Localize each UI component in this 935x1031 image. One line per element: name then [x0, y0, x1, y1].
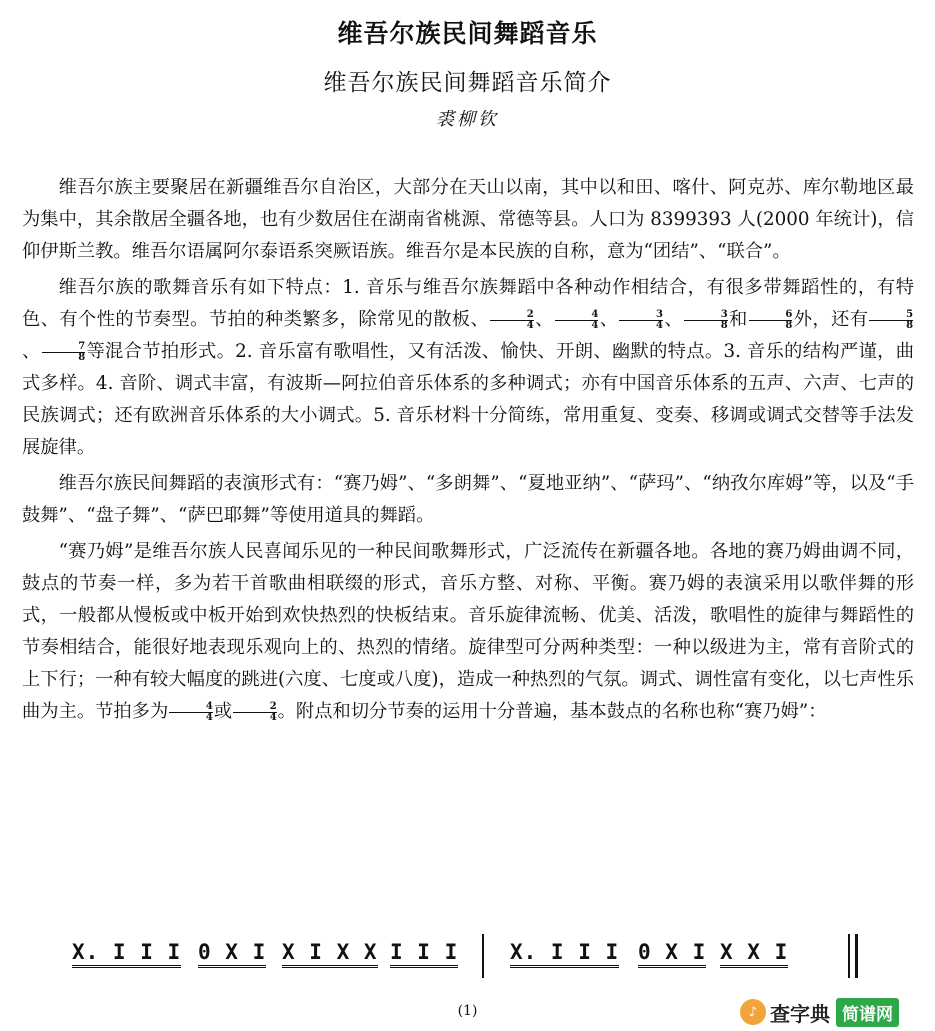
paragraph-features: 维吾尔族的歌舞音乐有如下特点：1. 音乐与维吾尔族舞蹈中各种动作相结合，有很多带舞蹈性的，有特色、有个性的节奏型。节拍的种类繁多，除常见的散板、 $\frac{2}{4}$ 、 $\frac{4}{4}$ 、 $\frac{3}{4}$ 、 $\frac{3}{8}$ 和 $\frac{6}{8}$ 外，还有 $\frac{5}{8}$ 、 $\frac{7}{8}$ 等混合节拍形式。2. 音乐富有歌唱性，又有活泼、愉快、开朗、幽默的特点。3. 音乐的结构严谨，曲式多样。4. 音阶、调式丰富，有波斯—阿拉伯音乐体系的多种调式；亦有中国音乐体系的五声、六声、七声的民族调式；还有欧洲音乐体系的大小调式。5. 音乐材料十分简练，常用重复、变奏、移调或调式交替等手法发展旋律。 — [22, 277, 914, 458]
sainaimu-text-c: 。附点和切分节奏的运用十分普遍，基本鼓点的名称也称“赛乃姆”： — [277, 701, 827, 722]
barline — [482, 934, 484, 978]
features-text-b: 外，还有 — [793, 309, 869, 330]
rhythm-group-5: X. I I I — [510, 940, 619, 968]
watermark-badge: 简谱网 — [836, 998, 899, 1027]
meter-3-8: $\frac{3}{8}$ — [684, 310, 728, 331]
watermark-text: 查字典 — [770, 1001, 830, 1026]
rhythm-group-7: X X I — [720, 940, 788, 968]
paragraph-sainaimu — [22, 536, 914, 728]
sainaimu-text-b: 或 — [213, 701, 233, 722]
features-text-c: 等混合节拍形式。2. 音乐富有歌唱性，又有活泼、愉快、开朗、幽默的特点。3. 音乐的结构严谨，曲式多样。4. 音阶、调式丰富，有波斯—阿拉伯音乐体系的多种调式；亦有中国音乐体系的五声、六声、七声的民族调式；还有欧洲音乐体系的大小调式。5. 音乐材料十分简练，常用重复、变奏、移调或调式交替等手法发展旋律。 — [22, 341, 914, 458]
paragraph-intro: 维吾尔族主要聚居在新疆维吾尔自治区，大部分在天山以南，其中以和田、喀什、阿克苏、库尔勒地区最为集中，其余散居全疆各地，也有少数居住在湖南省桃源、常德等县。人口为 8399393 人(2000 年统计)，信仰伊斯兰教。维吾尔语属阿尔泰语系突厥语族。维吾尔是本民族的自称，意为“团结”、“联合”。 — [22, 177, 914, 262]
page-number: (1) — [457, 1003, 478, 1019]
rhythm-notation — [72, 930, 872, 986]
final-barline-thick — [855, 934, 858, 978]
page-title: 维吾尔族民间舞蹈音乐 — [337, 19, 598, 48]
paragraph-dance-forms: 维吾尔族民间舞蹈的表演形式有：“赛乃姆”、“多朗舞”、“夏地亚纳”、“萨玛”、“纳孜尔库姆”等，以及“手鼓舞”、“盘子舞”、“萨巴耶舞”等使用道具的舞蹈。 — [22, 473, 914, 526]
page-subtitle: 维吾尔族民间舞蹈音乐简介 — [323, 70, 612, 96]
meter-5-8: $\frac{5}{8}$ — [869, 310, 913, 331]
sainaimu-text-a: “赛乃姆”是维吾尔族人民喜闻乐见的一种民间歌舞形式，广泛流传在新疆各地。各地的赛乃姆曲调不同，鼓点的节奏一样，多为若干首歌曲相联缀的形式，音乐方整、对称、平衡。赛乃姆的表演采用以歌伴舞的形式，一般都从慢板或中板开始到欢快热烈的快板结束。音乐旋律流畅、优美、活泼，歌唱性的旋律与舞蹈性的节奏相结合，能很好地表现乐观向上的、热烈的情绪。旋律型可分两种类型：一种以级进为主，常有音阶式的上下行；一种有较大幅度的跳进(六度、七度或八度)，造成一种热烈的气氛。调式、调性富有变化，以七声性乐曲为主。节拍多为 — [22, 541, 914, 722]
meter-3-4: $\frac{3}{4}$ — [619, 310, 663, 331]
rhythm-group-3: X I X X — [282, 940, 378, 968]
meter-2-4-b: $\frac{2}{4}$ — [233, 702, 277, 723]
meter-7-8: $\frac{7}{8}$ — [42, 342, 86, 363]
rhythm-group-4: I I I — [390, 940, 458, 968]
meter-6-8: $\frac{6}{8}$ — [749, 310, 793, 331]
author-name: 裘柳钦 — [436, 109, 499, 130]
features-text-a: 维吾尔族的歌舞音乐有如下特点：1. 音乐与维吾尔族舞蹈中各种动作相结合，有很多带舞蹈性的，有特色、有个性的节奏型。节拍的种类繁多，除常见的散板、 — [22, 277, 914, 330]
meter-4-4-b: $\frac{4}{4}$ — [169, 702, 213, 723]
watermark-logo-icon: ♪ — [740, 999, 766, 1025]
rhythm-group-2: 0 X I — [198, 940, 266, 968]
rhythm-group-6: 0 X I — [638, 940, 706, 968]
meter-4-4: $\frac{4}{4}$ — [555, 310, 599, 331]
watermark — [740, 998, 899, 1026]
article-body — [22, 172, 914, 732]
rhythm-group-1: X. I I I — [72, 940, 181, 968]
meter-2-4: $\frac{2}{4}$ — [490, 310, 534, 331]
final-barline-thin — [848, 934, 850, 978]
